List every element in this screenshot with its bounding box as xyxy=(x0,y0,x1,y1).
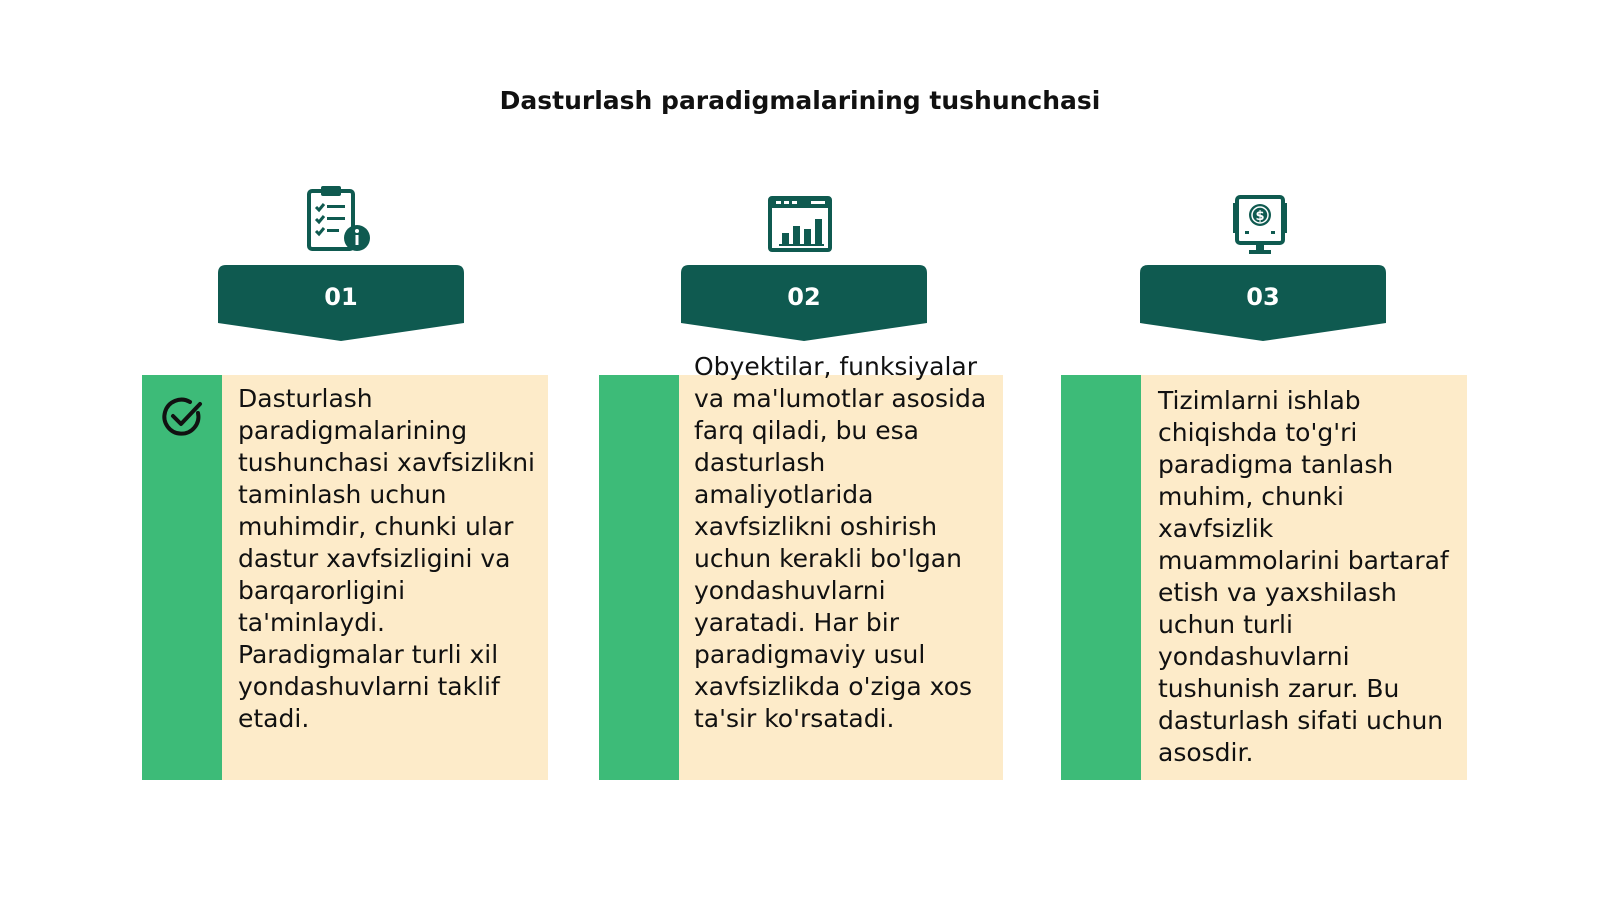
card-text: Tizimlarni ishlab chiqishda to'g'ri paradigma tanlash muhim, chunki xavfsizlik muammolarini bartaraf etish va yaxshilash uchun turli yondashuvlarni tushunish zarur. Bu dasturlash sifati uchun asosdir. xyxy=(1158,386,1449,767)
step-badge-01 xyxy=(218,265,464,345)
card-text: Dasturlash paradigmalarining tushunchasi xavfsizlikni taminlash uchun muhimdir, chunki ular dastur xavfsizligini va barqarorligini ta'minlaydi. Paradigmalar turli xil yondashuvlarni taklif etadi. xyxy=(238,384,535,733)
accent-stripe xyxy=(1061,375,1141,780)
accent-stripe xyxy=(599,375,679,780)
step-badge-03 xyxy=(1140,265,1386,345)
step-badge-02 xyxy=(681,265,927,345)
card-text: Obyektilar, funksiyalar va ma'lumotlar asosida farq qiladi, bu esa dasturlash amaliyotlarida xavfsizlikni oshirish uchun kerakli bo'lgan yondashuvlarni yaratadi. Har bir paradigmaviy usul xavfsizlikda o'ziga xos ta'sir ko'rsatadi. xyxy=(694,352,987,733)
accent-stripe xyxy=(142,375,222,780)
clipboard-checklist-info-icon xyxy=(305,185,375,255)
check-circle-icon xyxy=(160,395,204,439)
bar-chart-window-icon xyxy=(767,195,837,265)
step-number: 03 xyxy=(1246,283,1280,311)
step-number: 01 xyxy=(324,283,358,311)
svg-text:$: $ xyxy=(1255,209,1265,224)
step-number: 02 xyxy=(787,283,821,311)
page-title: Dasturlash paradigmalarining tushunchasi xyxy=(499,86,1101,115)
dollar-monitor-icon xyxy=(1231,193,1301,263)
